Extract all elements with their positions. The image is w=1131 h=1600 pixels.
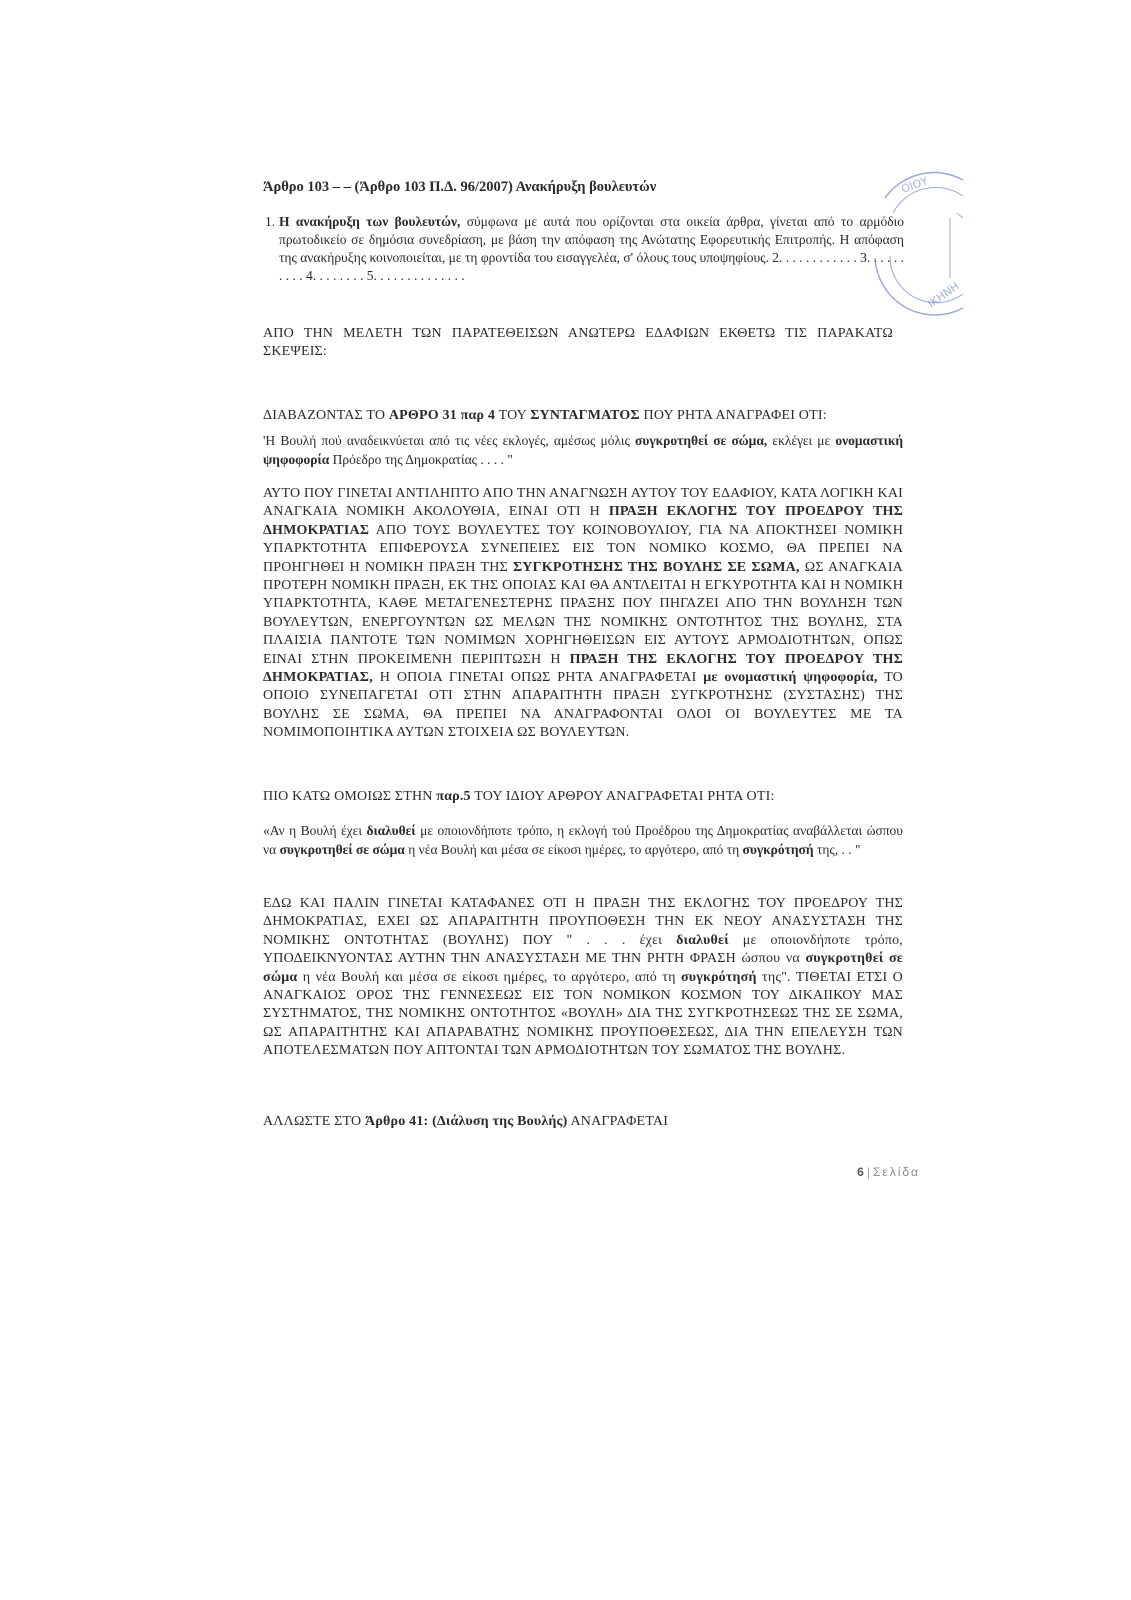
p7-text-c: με οποιονδήποτε τρόπο, ΥΠΟΔΕΙΚΝΥΟΝΤΑΣ ΑΥΤΗΝ ΤΗΝ ΑΝΑΣΥΣΤΑΣΗ ΜΕ ΤΗΝ ΡΗΤΗ ΦΡΑΣΗ ώσπου να xyxy=(263,932,903,967)
paragraph-8 xyxy=(263,1113,903,1131)
p3-text-c: εκλέγει με xyxy=(767,433,836,448)
p7-text-e: η νέα Βουλή και μέσα σε είκοσι ημέρες, το αργότερο, από τη xyxy=(297,969,681,985)
p3-text-a: 'Η Βουλή πού αναδεικνύεται από τις νέες εκλογές, αμέσως μόλις xyxy=(263,433,636,448)
p8-text-a: ΑΛΛΩΣΤΕ ΣΤΟ xyxy=(263,1114,366,1129)
p4-text-c: ΑΠΟ ΤΟΥΣ ΒΟΥΛΕΥΤΕΣ ΤΟΥ ΚΟΙΝΟΒΟΥΛΙΟΥ, ΓΙΑ ΝΑ ΑΠΟΚΤΗΣΕΙ ΝΟΜΙΚΗ ΥΠΑΡΚΤΟΤΗΤΑ ΕΠΙΦΕΡΟΥΣΑ ΣΥΝΕΠΕΙΕΣ ΕΙΣ ΤΟΝ ΝΟΜΙΚΟ ΚΟΣΜΟ, ΘΑ ΠΡΕΠΕΙ ΝΑ ΠΡΟΗΓΗΘΕΙ Η ΝΟΜΙΚΗ ΠΡΑΞΗ ΤΗΣ xyxy=(263,522,903,575)
footer-separator: | xyxy=(866,1165,870,1179)
p3-bold-d: ονομαστική ψηφοφορία xyxy=(263,433,903,467)
item-text: σύμφωνα με αυτά που ορίζονται στα οικεία άρθρα, γίνεται από το αρμόδιο πρωτοδικείο σε δημόσια συνεδρίαση, με βάση την απόφαση της Ανώτατης Εφορευτικής Επιτροπής. Η απόφαση της ανακήρυξης κοινοποιείται, με τη φροντίδα του εισαγγελέα, σ' όλους τους υποψηφίους. 2. . . . . . . . . . . . 3. . . . . . . . . . 4. . . . . . . . 5. . . . . . . . . . . . . . xyxy=(279,214,904,283)
p4-bold-b: ΠΡΑΞΗ ΕΚΛΟΓΗΣ ΤΟΥ ΠΡΟΕΔΡΟΥ ΤΗΣ ΔΗΜΟΚΡΑΤΙΑΣ xyxy=(263,504,903,538)
p6-text-c: με οποιονδήποτε τρόπο, η εκλογή τού Προέδρου της Δημοκρατίας αναβάλλεται ώσπου να xyxy=(263,823,903,857)
p4-text-e: ΩΣ ΑΝΑΓΚΑΙΑ ΠΡΟΤΕΡΗ ΝΟΜΙΚΗ ΠΡΑΞΗ, ΕΚ ΤΗΣ ΟΠΟΙΑΣ ΚΑΙ ΘΑ ΑΝΤΛΕΙΤΑΙ Η ΕΓΚΥΡΟΤΗΤΑ ΚΑΙ Η ΝΟΜΙΚΗ ΥΠΑΡΚΤΟΤΗΤΑ, ΚΑΘΕ ΜΕΤΑΓΕΝΕΣΤΕΡΗΣ ΠΡΑΞΗΣ ΠΟΥ ΠΗΓΑΖΕΙ ΑΠΟ ΤΗΝ ΒΟΥΛΗΣΗ ΤΩΝ ΒΟΥΛΕΥΤΩΝ, ΕΝΕΡΓΟΥΝΤΩΝ ΩΣ ΜΕΛΩΝ ΤΗΣ ΝΟΜΙΚΗΣ ΟΝΤΟΤΗΤΟΣ ΤΗΣ ΒΟΥΛΗΣ, ΣΤΑ ΠΛΑΙΣΙΑ ΠΑΝΤΟΤΕ ΤΩΝ ΝΟΜΙΜΩΝ ΧΟΡΗΓΗΘΕΙΣΩΝ ΕΙΣ ΑΥΤΟΥΣ ΑΡΜΟΔΙΟΤΗΤΩΝ, ΟΠΩΣ ΕΙΝΑΙ ΣΤΗΝ ΠΡΟΚΕΙΜΕΝΗ ΠΕΡΙΠΤΩΣΗ Η xyxy=(263,559,903,667)
p6-bold-b: διαλυθεί xyxy=(366,823,416,838)
p6-text-g: της, . . " xyxy=(813,841,861,857)
p4-bold-h: με ονομαστική ψηφοφορία, xyxy=(703,670,878,686)
item-bold-start: Η ανακήρυξη των βουλευτών, xyxy=(279,214,461,229)
p4-text-a: ΑΥΤΟ ΠΟΥ ΓΙΝΕΤΑΙ ΑΝΤΙΛΗΠΤΟ ΑΠΟ ΤΗΝ ΑΝΑΓΝΩΣΗ ΑΥΤΟΥ ΤΟΥ ΕΔΑΦΙΟΥ, ΚΑΤΑ ΛΟΓΙΚΗ ΚΑΙ ΑΝΑΓΚΑΙΑ ΝΟΜΙΚΗ ΑΚΟΛΟΥΘΙΑ, ΕΙΝΑΙ ΟΤΙ Η xyxy=(263,486,903,520)
svg-text:ΙΚΗΝΗ: ΙΚΗΝΗ xyxy=(925,279,962,311)
p2-bold-b: ΑΡΘΡΟ 31 παρ 4 xyxy=(388,408,496,423)
page-number: 6 xyxy=(857,1165,864,1179)
p8-bold-b: Άρθρο 41: (Διάλυση της Βουλής) xyxy=(365,1114,568,1129)
page-footer xyxy=(820,1165,920,1179)
p7-bold-b: διαλυθεί xyxy=(676,932,729,948)
p5-text-c: ΤΟΥ ΙΔΙΟΥ ΑΡΘΡΟΥ ΑΝΑΓΡΑΦΕΤΑΙ ΡΗΤΑ ΟΤΙ: xyxy=(470,789,775,804)
svg-text:ΟΙΟΥ: ΟΙΟΥ xyxy=(899,174,930,196)
p6-text-e: η νέα Βουλή και μέσα σε είκοσι ημέρες, το αργότερο, από τη xyxy=(404,841,743,857)
p4-text-g: Η ΟΠΟΙΑ ΓΙΝΕΤΑΙ ΟΠΩΣ ΡΗΤΑ ΑΝΑΓΡΑΦΕΤΑΙ xyxy=(372,670,704,686)
p4-bold-d: ΣΥΓΚΡΟΤΗΣΗΣ ΤΗΣ ΒΟΥΛΗΣ ΣΕ ΣΩΜΑ, xyxy=(512,559,800,575)
p2-bold-d: ΣΥΝΤΑΓΜΑΤΟΣ xyxy=(530,408,640,423)
paragraph-7 xyxy=(263,895,903,1061)
item-number: 1. xyxy=(265,214,276,229)
p8-text-c: ΑΝΑΓΡΑΦΕΤΑΙ xyxy=(567,1114,669,1129)
p2-text-c: ΤΟΥ xyxy=(495,408,531,423)
article-item-1 xyxy=(265,213,904,285)
official-stamp xyxy=(855,158,965,323)
paragraph-1: ΑΠΟ ΤΗΝ ΜΕΛΕΤΗ ΤΩΝ ΠΑΡΑΤΕΘΕΙΣΩΝ ΑΝΩΤΕΡΩ ΕΔΑΦΙΩΝ ΕΚΘΕΤΩ ΤΙΣ ΠΑΡΑΚΑΤΩ ΣΚΕΨΕΙΣ: xyxy=(263,326,893,360)
p7-bold-f: συγκρότησή xyxy=(680,969,757,985)
paragraph-5 xyxy=(263,788,903,806)
p7-text-a: ΕΔΩ ΚΑΙ ΠΑΛΙΝ ΓΙΝΕΤΑΙ ΚΑΤΑΦΑΝΕΣ ΟΤΙ Η ΠΡΑΞΗ ΤΗΣ ΕΚΛΟΓΗΣ ΤΟΥ ΠΡΟΕΔΡΟΥ ΤΗΣ ΔΗΜΟΚΡΑΤΙΑΣ, ΕΧΕΙ ΩΣ ΑΠΑΡΑΙΤΗΤΗ ΠΡΟΥΠΟΘΕΣΗ ΤΗΝ ΕΚ ΝΕΟΥ ΑΝΑΣΥΣΤΑΣΗ ΤΗΣ ΝΟΜΙΚΗΣ ΟΝΤΟΤΗΤΑΣ (ΒΟΥΛΗΣ) ΠΟΥ " . . . έχει xyxy=(263,896,903,948)
p2-text-e: ΠΟΥ ΡΗΤΑ ΑΝΑΓΡΑΦΕΙ ΟΤΙ: xyxy=(639,408,827,423)
p6-bold-f: συγκρότησή xyxy=(742,841,814,857)
p6-text-a: «Αν η Βουλή έχει xyxy=(263,823,367,838)
p3-text-e: Πρόεδρο της Δημοκρατίας . . . . " xyxy=(329,451,513,467)
paragraph-3-quote xyxy=(263,432,903,469)
p5-text-a: ΠΙΟ ΚΑΤΩ ΟΜΟΙΩΣ ΣΤΗΝ xyxy=(263,789,437,804)
paragraph-4 xyxy=(263,485,903,743)
p7-bold-d: συγκροτηθεί σε σώμα xyxy=(263,951,903,985)
p2-text-a: ΔΙΑΒΑΖΟΝΤΑΣ ΤΟ xyxy=(263,408,389,423)
p4-text-i: ΤΟ ΟΠΟΙΟ ΣΥΝΕΠΑΓΕΤΑΙ ΟΤΙ ΣΤΗΝ ΑΠΑΡΑΙΤΗΤΗ ΠΡΑΞΗ ΣΥΓΚΡΟΤΗΣΗΣ (ΣΥΣΤΑΣΗΣ) ΤΗΣ ΒΟΥΛΗΣ ΣΕ ΣΩΜΑ, ΘΑ ΠΡΕΠΕΙ ΝΑ ΑΝΑΓΡΑΦΟΝΤΑΙ ΟΛΟΙ ΟΙ ΒΟΥΛΕΥΤΕΣ ΜΕ ΤΑ ΝΟΜΙΜΟΠΟΙΗΤΙΚΑ ΑΥΤΩΝ ΣΤΟΙΧΕΙΑ ΩΣ ΒΟΥΛΕΥΤΩΝ. xyxy=(263,670,903,741)
p4-bold-f: ΠΡΑΞΗ ΤΗΣ ΕΚΛΟΓΗΣ ΤΟΥ ΠΡΟΕΔΡΟΥ ΤΗΣ ΔΗΜΟΚΡΑΤΙΑΣ, xyxy=(263,651,903,686)
p3-bold-b: συγκροτηθεί σε σώμα, xyxy=(635,433,768,448)
p5-bold-b: παρ.5 xyxy=(436,789,471,804)
article-heading: Άρθρο 103 – – (Άρθρο 103 Π.Δ. 96/2007) Ανακήρυξη βουλευτών xyxy=(263,179,657,195)
p7-text-g: της". ΤΙΘΕΤΑΙ ΕΤΣΙ Ο ΑΝΑΓΚΑΙΟΣ ΟΡΟΣ ΤΗΣ ΓΕΝΝΕΣΕΩΣ ΕΙΣ ΤΟΝ ΝΟΜΙΚΟΝ ΚΟΣΜΟΝ ΤΟΥ ΔΙΚΑΙΙΚΟΥ ΜΑΣ ΣΥΣΤΗΜΑΤΟΣ, ΤΗΣ ΝΟΜΙΚΗΣ ΟΝΤΟΤΗΤΟΣ «ΒΟΥΛΗ» ΔΙΑ ΤΗΣ ΣΥΓΚΡΟΤΗΣΕΩΣ ΤΗΣ ΣΕ ΣΩΜΑ, ΩΣ ΑΠΑΡΑΙΤΗΤΗΣ ΚΑΙ ΑΠΑΡΑΒΑΤΗΣ ΝΟΜΙΚΗΣ ΠΡΟΥΠΟΘΕΣΕΩΣ, ΔΙΑ ΤΗΝ ΕΠΕΛΕΥΣΗ ΤΩΝ ΑΠΟΤΕΛΕΣΜΑΤΩΝ ΠΟΥ ΑΠΤΟΝΤΑΙ ΤΩΝ ΑΡΜΟΔΙΟΤΗΤΩΝ ΤΟΥ ΣΩΜΑΤΟΣ ΤΗΣ ΒΟΥΛΗΣ. xyxy=(263,969,903,1059)
paragraph-6-quote xyxy=(263,822,903,859)
p6-bold-d: συγκροτηθεί σε σώμα xyxy=(279,841,405,857)
paragraph-2 xyxy=(263,407,893,425)
footer-page-label: Σελίδα xyxy=(872,1165,920,1179)
